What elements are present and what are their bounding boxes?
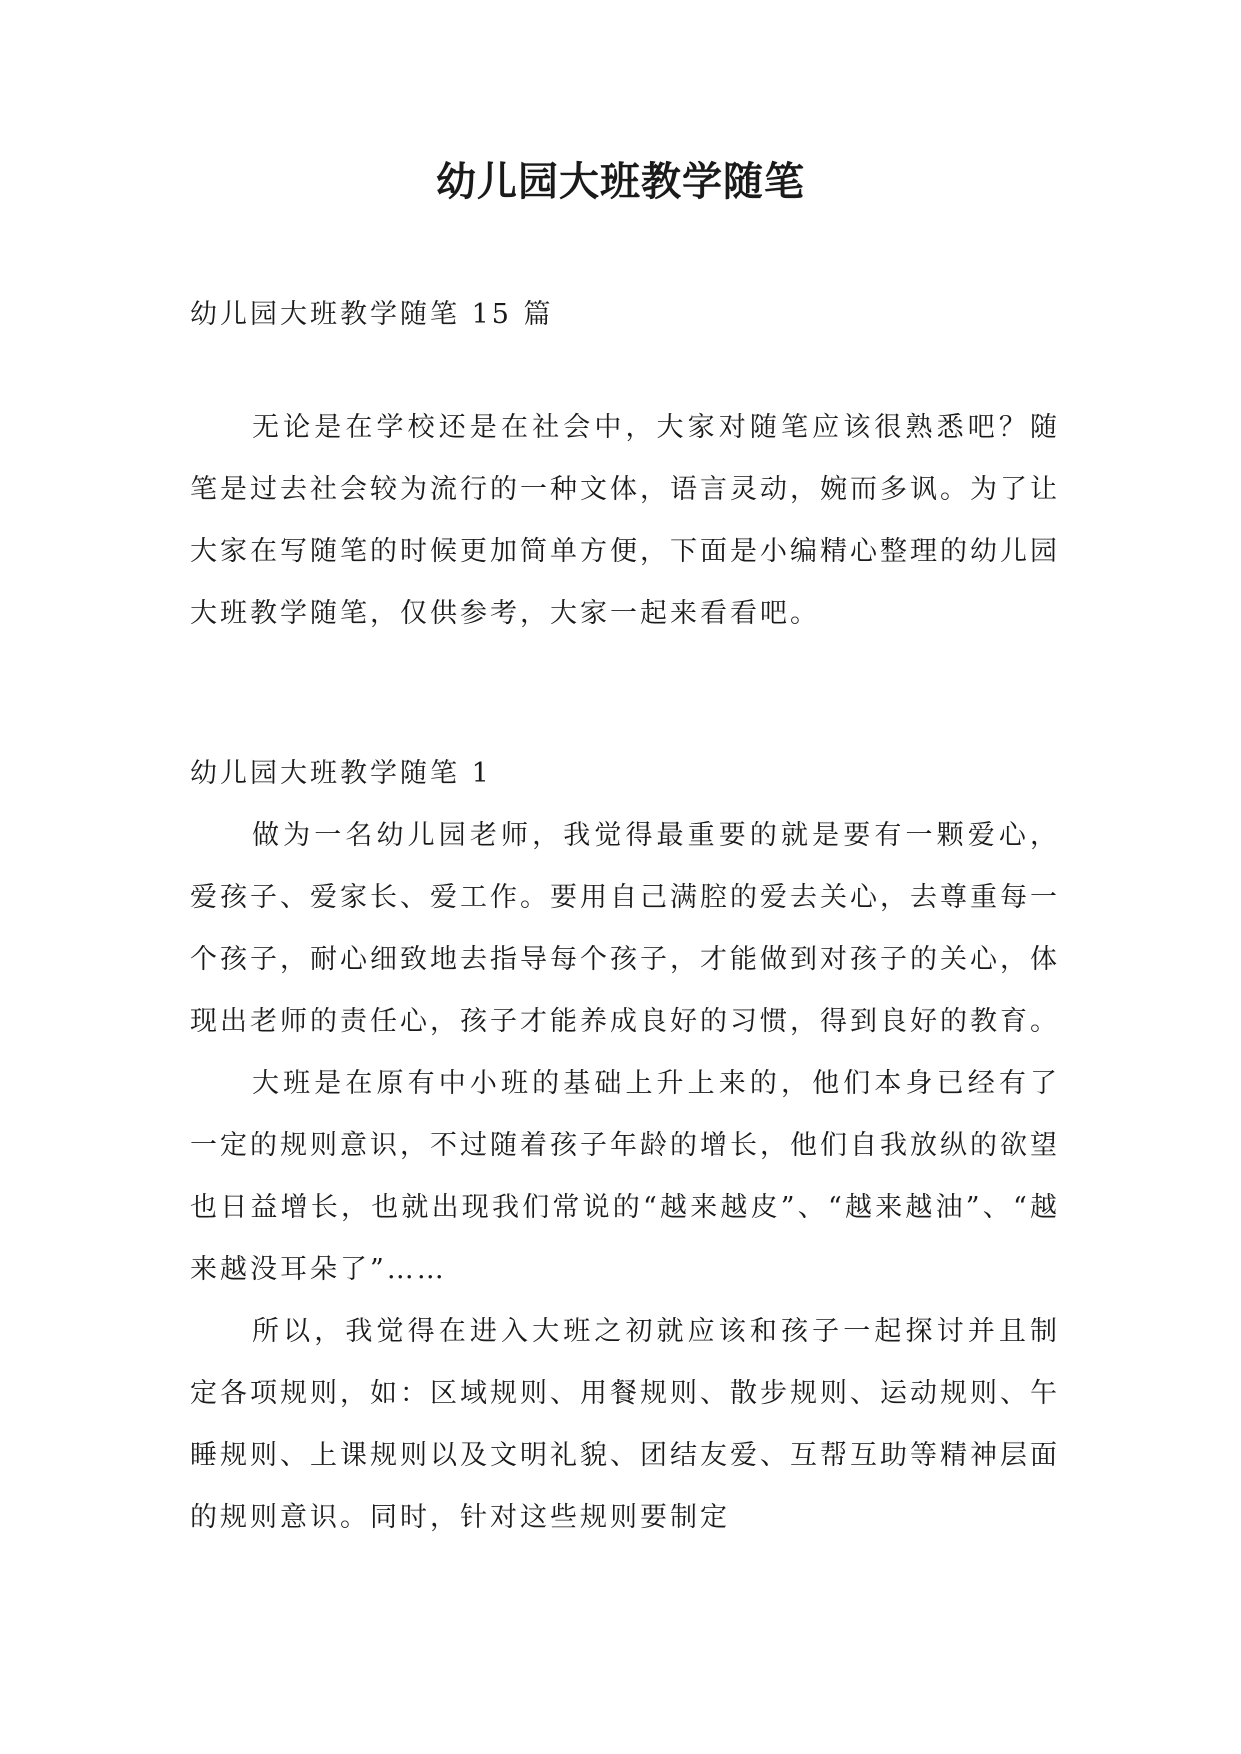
body-paragraph: 所以，我觉得在进入大班之初就应该和孩子一起探讨并且制定各项规则，如：区域规则、用餐规则、散步规则、运动规则、午睡规则、上课规则以及文明礼貌、团结友爱、互帮互助等精神层面的规则意识。同时，针对这些规则要制定 [190,1316,1060,1533]
section-heading: 幼儿园大班教学随笔 1 [190,758,492,789]
body-paragraph: 做为一名幼儿园老师，我觉得最重要的就是要有一颗爱心，爱孩子、爱家长、爱工作。要用自己满腔的爱去关心，去尊重每一个孩子，耐心细致地去指导每个孩子，才能做到对孩子的关心，体现出老师的责任心，孩子才能养成良好的习惯，得到良好的教育。 [190,820,1060,1037]
intro-paragraph: 无论是在学校还是在社会中，大家对随笔应该很熟悉吧？随笔是过去社会较为流行的一种文体，语言灵动，婉而多讽。为了让大家在写随笔的时候更加简单方便，下面是小编精心整理的幼儿园大班教学随笔，仅供参考，大家一起来看看吧。 [190,412,1060,629]
document-title: 幼儿园大班教学随笔 [436,159,805,205]
body-paragraph: 大班是在原有中小班的基础上升上来的，他们本身已经有了一定的规则意识，不过随着孩子年龄的增长，他们自我放纵的欲望也日益增长，也就出现我们常说的“越来越皮”、“越来越油”、“越来越没耳朵了”…… [190,1068,1060,1285]
document-subtitle: 幼儿园大班教学随笔 15 篇 [190,299,554,330]
intro-section [190,397,1060,645]
section-body [190,805,1060,1549]
